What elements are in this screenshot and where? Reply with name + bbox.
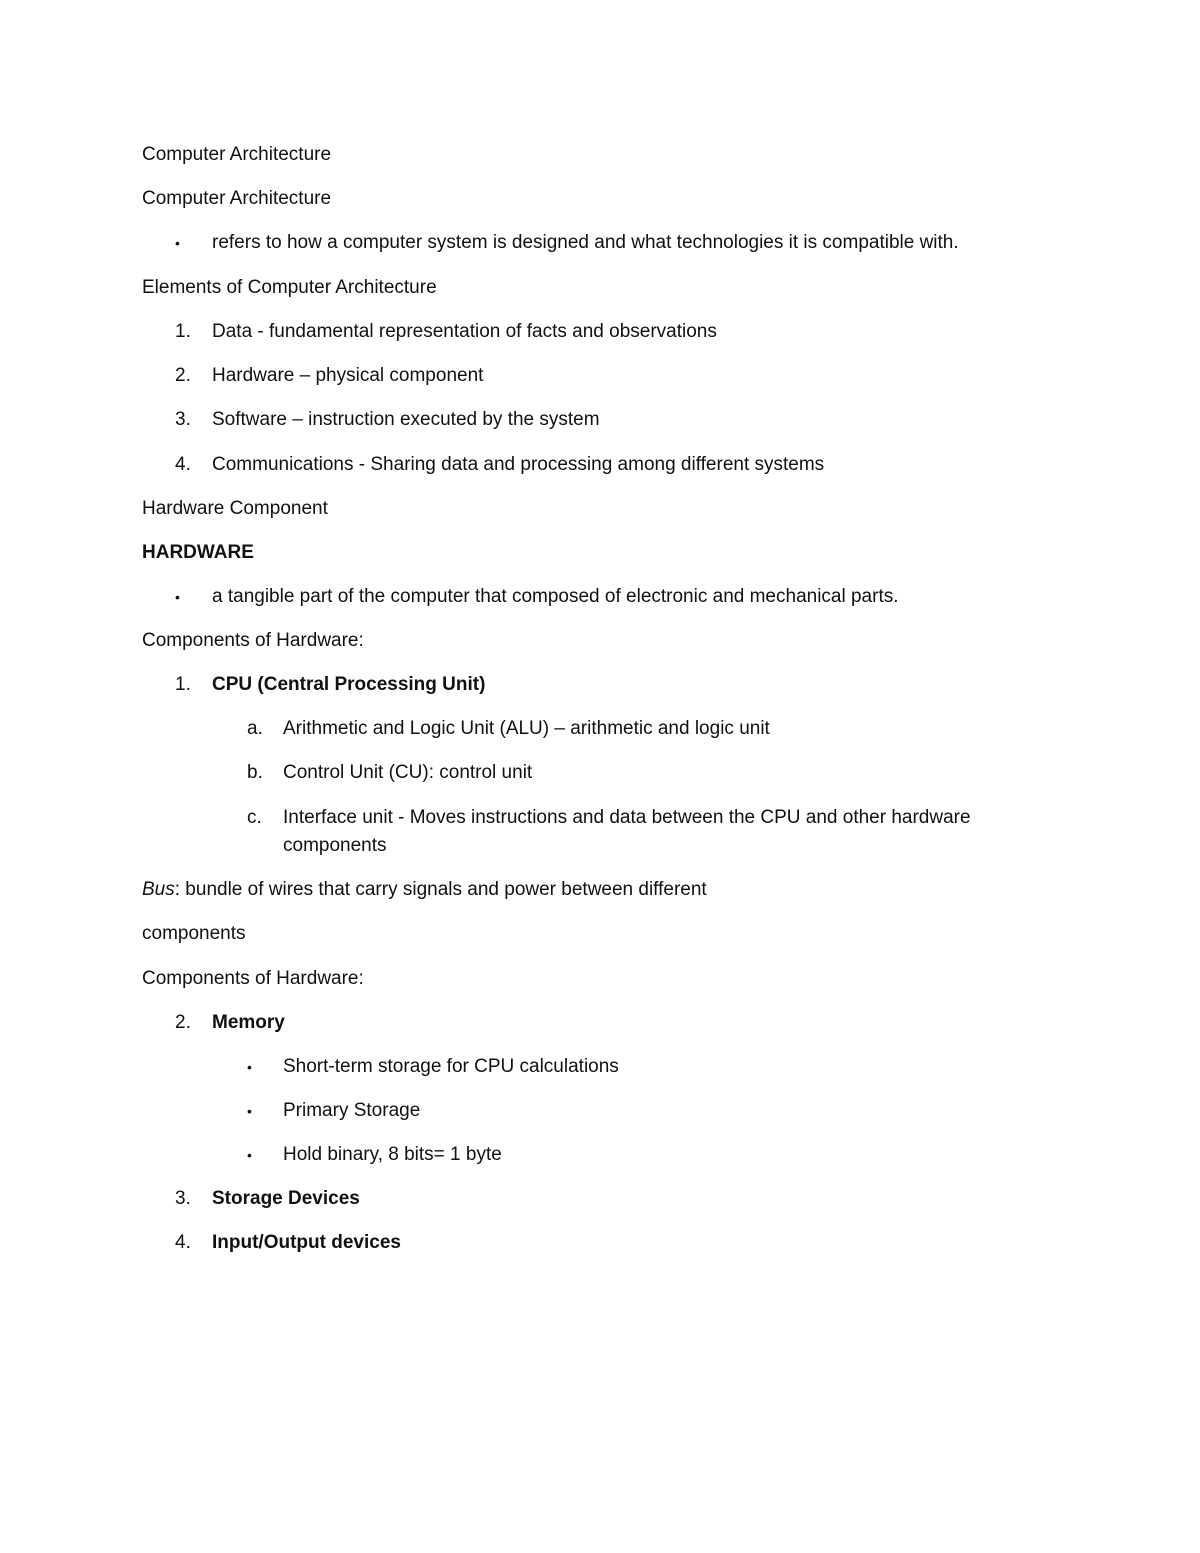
list-letter: b. — [247, 762, 263, 783]
list-item-text: Interface unit - Moves instructions and data between the CPU and other hardware — [283, 807, 971, 828]
list-item-text: Arithmetic and Logic Unit (ALU) – arithmetic and logic unit — [283, 718, 770, 739]
list-letter: c. — [247, 807, 262, 828]
memory-title: Memory — [212, 1012, 285, 1033]
doc-title: Computer Architecture — [142, 144, 332, 165]
list-number: 3. — [175, 409, 191, 430]
list-number: 4. — [175, 454, 191, 475]
list-letter: a. — [247, 718, 263, 739]
bullet-icon: • — [247, 1059, 252, 1075]
cpu-title: CPU (Central Processing Unit) — [212, 674, 486, 695]
list-number: 2. — [175, 1012, 191, 1033]
list-item-text: Control Unit (CU): control unit — [283, 762, 533, 783]
components-heading: Components of Hardware: — [142, 630, 364, 651]
elements-heading: Elements of Computer Architecture — [142, 277, 437, 298]
list-item-text: Primary Storage — [283, 1100, 421, 1121]
hardware-label: HARDWARE — [142, 542, 254, 563]
hardware-component-heading: Hardware Component — [142, 498, 328, 519]
components-heading: Components of Hardware: — [142, 968, 364, 989]
bus-definition-continued: components — [142, 923, 246, 944]
hardware-definition-text: a tangible part of the computer that composed of electronic and mechanical parts. — [212, 586, 899, 607]
list-item-text: Short-term storage for CPU calculations — [283, 1056, 619, 1077]
list-number: 2. — [175, 365, 191, 386]
list-item-text: Hold binary, 8 bits= 1 byte — [283, 1144, 502, 1165]
bullet-icon: • — [175, 235, 180, 251]
list-number: 4. — [175, 1232, 191, 1253]
list-item-text: Hardware – physical component — [212, 365, 484, 386]
bus-term: Bus — [142, 879, 175, 900]
bus-definition — [142, 878, 707, 902]
io-title: Input/Output devices — [212, 1232, 401, 1253]
list-number: 3. — [175, 1188, 191, 1209]
list-number: 1. — [175, 674, 191, 695]
bullet-icon: • — [247, 1103, 252, 1119]
bullet-icon: • — [175, 589, 180, 605]
definition-text: refers to how a computer system is designed and what technologies it is compatible with. — [212, 232, 959, 253]
list-number: 1. — [175, 321, 191, 342]
storage-title: Storage Devices — [212, 1188, 360, 1209]
list-item-text: Data - fundamental representation of facts and observations — [212, 321, 717, 342]
list-item-text: Communications - Sharing data and processing among different systems — [212, 454, 825, 475]
bullet-icon: • — [247, 1147, 252, 1163]
list-item-text: Software – instruction executed by the system — [212, 409, 600, 430]
list-item-text-continued: components — [283, 835, 387, 856]
bus-text: : bundle of wires that carry signals and power between different — [174, 879, 707, 900]
section-title: Computer Architecture — [142, 188, 332, 209]
